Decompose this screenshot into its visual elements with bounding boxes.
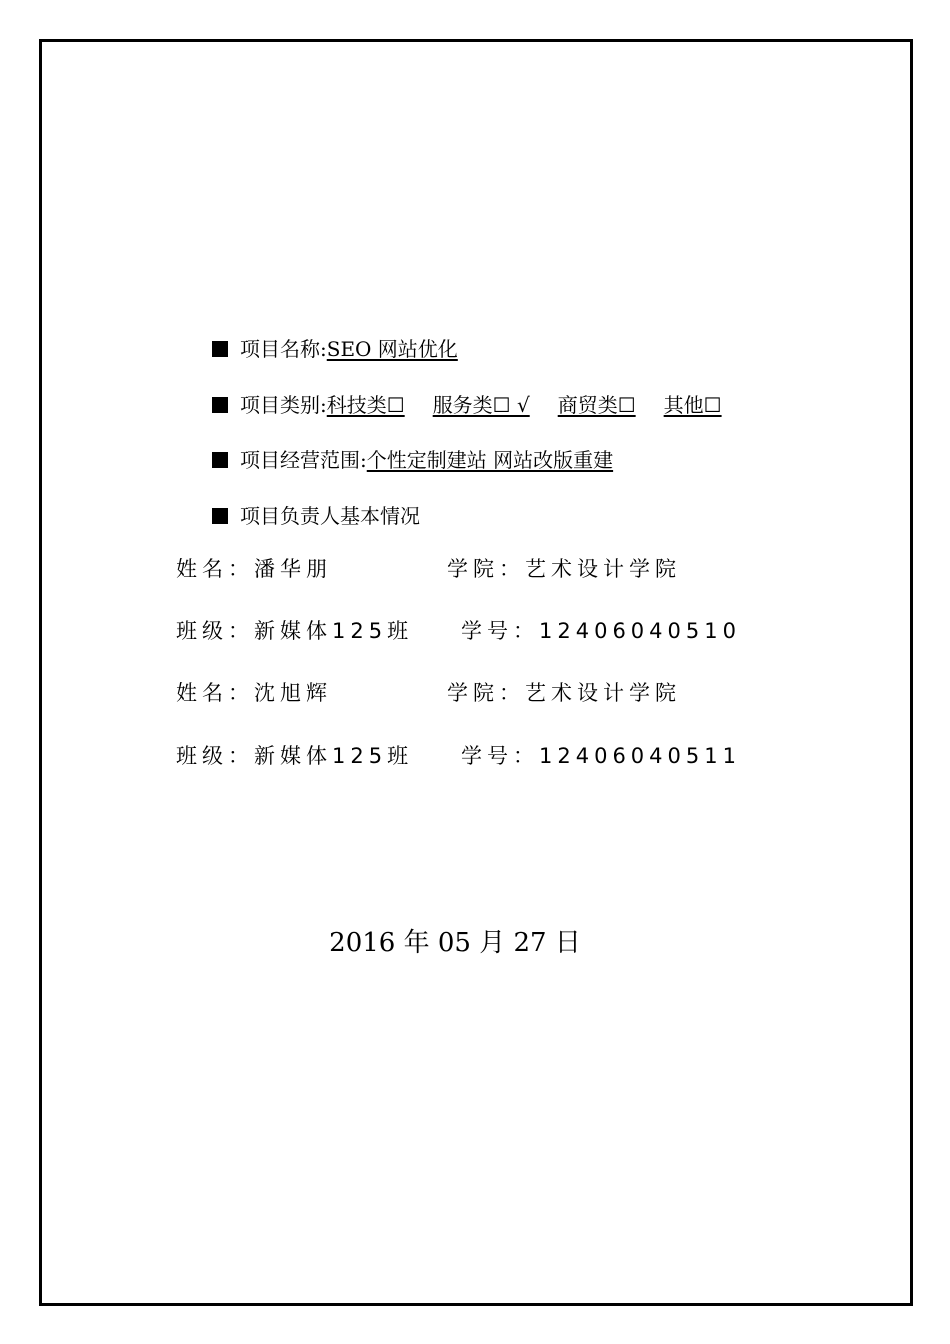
- category-option-service: 服务类☐ √: [432, 393, 530, 417]
- person-2-college: 学院：艺术设计学院: [447, 681, 681, 705]
- person-1-class-row: [176, 617, 741, 645]
- square-bullet-icon: [212, 397, 228, 413]
- project-leader-heading: 项目负责人基本情况: [240, 504, 420, 528]
- category-option-other: 其他☐: [663, 393, 722, 417]
- project-category-line: [212, 392, 722, 418]
- project-category-label: 项目类别:: [240, 393, 327, 417]
- project-name-value: SEO 网站优化: [326, 337, 458, 361]
- square-bullet-icon: [212, 341, 228, 357]
- document-date: 2016 年 05 月 27 日: [329, 928, 581, 958]
- project-name-line: [212, 336, 458, 362]
- project-scope-line: [212, 447, 613, 473]
- person-2-class: 班级：新媒体125班: [176, 744, 414, 768]
- page-border: [39, 39, 913, 1306]
- person-1-student-id: 学号：12406040510: [461, 619, 741, 643]
- project-leader-heading-line: [212, 503, 420, 529]
- person-2-name-row: [176, 679, 681, 707]
- category-option-trade: 商贸类☐: [557, 393, 636, 417]
- person-1-name: 姓名：潘华朋: [176, 557, 332, 581]
- project-category-options: [327, 393, 722, 417]
- project-scope-label: 项目经营范围:: [240, 448, 367, 472]
- category-option-tech: 科技类☐: [326, 393, 405, 417]
- person-1-name-row: [176, 555, 681, 583]
- person-1-class: 班级：新媒体125班: [176, 619, 414, 643]
- project-scope-value: 个性定制建站 网站改版重建: [366, 448, 614, 472]
- person-1-college: 学院：艺术设计学院: [447, 557, 681, 581]
- person-2-name: 姓名：沈旭辉: [176, 681, 332, 705]
- square-bullet-icon: [212, 508, 228, 524]
- person-2-student-id: 学号：12406040511: [461, 744, 741, 768]
- square-bullet-icon: [212, 452, 228, 468]
- person-2-class-row: [176, 742, 741, 770]
- project-name-label: 项目名称:: [240, 337, 327, 361]
